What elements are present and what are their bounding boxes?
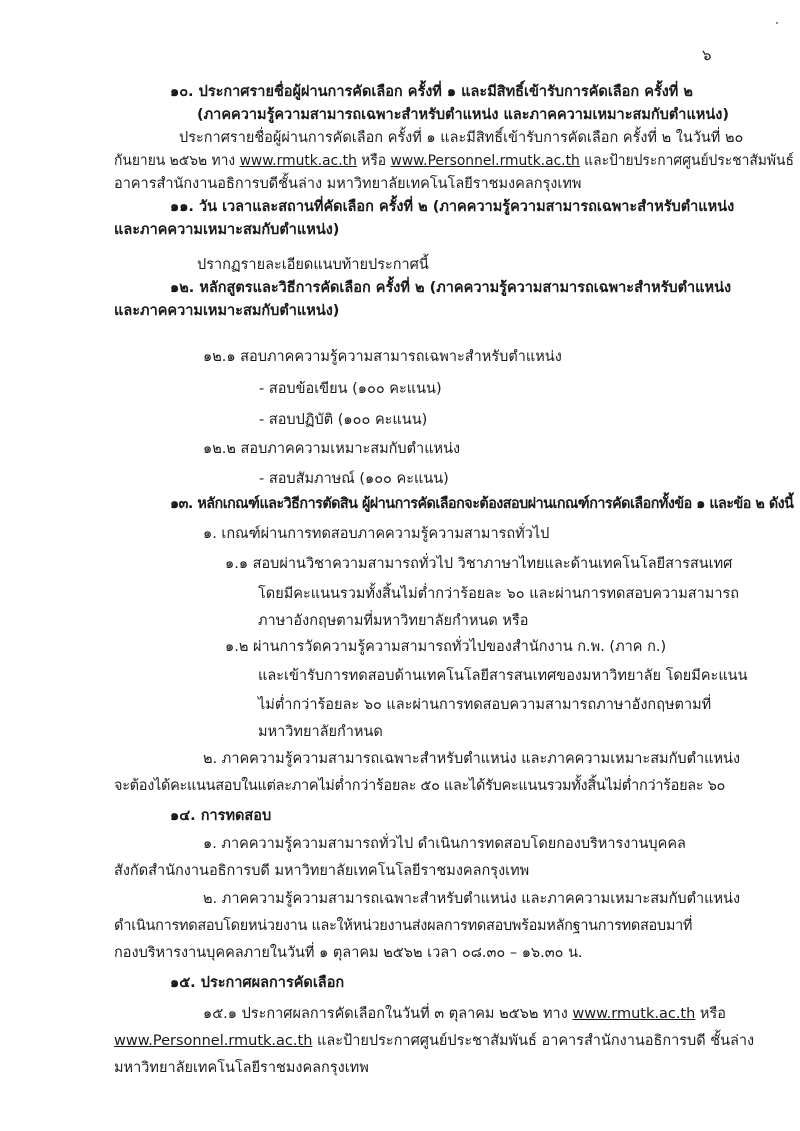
section-10-title: ๑๐. ประกาศรายชื่อผู้ผ่านการคัดเลือก ครั้งที่ ๑ และมีสิทธิ์เข้ารับการคัดเลือก ครั้งที่ ๒ — [170, 84, 693, 100]
item-12-2: ๑๒.๒ สอบภาคความเหมาะสมกับตำแหน่ง — [203, 441, 461, 457]
section-10-subtitle: (ภาคความรู้ความสามารถเฉพาะสำหรับตำแหน่ง และภาคความเหมาะสมกับตำแหน่ง) — [197, 107, 729, 123]
personnel-website-link[interactable]: www.Personnel.rmutk.ac.th — [390, 153, 580, 169]
personnel-website-link-2[interactable]: www.Personnel.rmutk.ac.th — [114, 1033, 313, 1049]
rmutk-website-link[interactable]: www.rmutk.ac.th — [239, 153, 357, 169]
test-1-line-2: สังกัดสำนักงานอธิการบดี มหาวิทยาลัยเทคโนโลยีราชมงคลกรุงเทพ — [114, 863, 530, 879]
result-line-2 — [114, 1033, 754, 1050]
item-12-1-written: - สอบข้อเขียน (๑๐๐ คะแนน) — [259, 381, 442, 397]
criteria-1-2-line-1: ๑.๒ ผ่านการวัดความรู้ความสามารถทั่วไปของสำนักงาน ก.พ. (ภาค ก.) — [225, 639, 667, 655]
test-2-line-2: ดำเนินการทดสอบโดยหน่วยงาน และให้หน่วยงานส่งผลการทดสอบพร้อมหลักฐานการทดสอบมาที่ — [114, 918, 693, 934]
result-date-text: ๑๕.๑ ประกาศผลการคัดเลือกในวันที่ ๓ ตุลาคม ๒๕๖๒ ทาง — [203, 1006, 573, 1022]
section-10-paragraph-2 — [114, 153, 794, 170]
section-13-title: ๑๓. หลักเกณฑ์และวิธีการตัดสิน ผู้ผ่านการคัดเลือกจะต้องสอบผ่านเกณฑ์การคัดเลือกทั้งข้อ ๑ และข้อ ๒ ดังนี้ — [170, 496, 794, 512]
section-11-title: ๑๑. วัน เวลาและสถานที่คัดเลือก ครั้งที่ ๒ (ภาคความรู้ความสามารถเฉพาะสำหรับตำแหน่ง — [170, 199, 735, 215]
test-2-line-1: ๒. ภาคความรู้ความสามารถเฉพาะสำหรับตำแหน่ง และภาคความเหมาะสมกับตำแหน่ง — [203, 891, 741, 907]
section-11-title-cont: และภาคความเหมาะสมกับตำแหน่ง) — [114, 222, 340, 238]
criteria-2-line-2: จะต้องได้คะแนนสอบในแต่ละภาคไม่ต่ำกว่าร้อยละ ๕๐ และได้รับคะแนนรวมทั้งสิ้นไม่ต่ำกว่าร้อยละ ๖๐ — [114, 778, 726, 794]
section-12-title-cont: และภาคความเหมาะสมกับตำแหน่ง) — [114, 303, 340, 319]
or-text-2: หรือ — [695, 1006, 726, 1022]
rmutk-website-link-2[interactable]: www.rmutk.ac.th — [572, 1006, 696, 1022]
criteria-1-1-line-3: ภาษาอังกฤษตามที่มหาวิทยาลัยกำหนด หรือ — [258, 613, 529, 629]
item-12-1: ๑๒.๑ สอบภาคความรู้ความสามารถเฉพาะสำหรับตำแหน่ง — [203, 349, 562, 365]
criteria-1: ๑. เกณฑ์ผ่านการทดสอบภาคความรู้ความสามารถทั่วไป — [203, 526, 550, 542]
section-11-paragraph: ปรากฏรายละเอียดแนบท้ายประกาศนี้ — [197, 257, 429, 273]
section-10-paragraph-3: อาคารสำนักงานอธิการบดีชั้นล่าง มหาวิทยาลัยเทคโนโลยีราชมงคลกรุงเทพ — [114, 176, 582, 192]
section-12-title: ๑๒. หลักสูตรและวิธีการคัดเลือก ครั้งที่ ๒ (ภาคความรู้ความสามารถเฉพาะสำหรับตำแหน่ง — [170, 280, 732, 296]
criteria-1-1-line-1: ๑.๑ สอบผ่านวิชาความสามารถทั่วไป วิชาภาษาไทยและด้านเทคโนโลยีสารสนเทศ — [225, 556, 733, 572]
criteria-1-2-line-4: มหาวิทยาลัยกำหนด — [258, 724, 383, 740]
notice-board-text-2: และป้ายประกาศศูนย์ประชาสัมพันธ์ อาคารสำนักงานอธิการบดี ชั้นล่าง — [312, 1033, 755, 1049]
section-14-title: ๑๔. การทดสอบ — [170, 808, 272, 824]
criteria-1-1-line-2: โดยมีคะแนนรวมทั้งสิ้นไม่ต่ำกว่าร้อยละ ๖๐ และผ่านการทดสอบความสามารถ — [258, 586, 740, 602]
section-10-date-text: กันยายน ๒๕๖๒ ทาง — [114, 153, 240, 169]
notice-board-text: และป้ายประกาศศูนย์ประชาสัมพันธ์ — [579, 153, 794, 169]
test-2-line-3: กองบริหารงานบุคคลภายในวันที่ ๑ ตุลาคม ๒๕๖๒ เวลา ๐๘.๓๐ – ๑๖.๓๐ น. — [114, 945, 583, 961]
test-1-line-1: ๑. ภาคความรู้ความสามารถทั่วไป ดำเนินการทดสอบโดยกองบริหารงานบุคคล — [203, 836, 686, 852]
or-text: หรือ — [356, 153, 391, 169]
criteria-1-2-line-3: ไม่ต่ำกว่าร้อยละ ๖๐ และผ่านการทดสอบความสามารถภาษาอังกฤษตามที่ — [258, 697, 712, 713]
criteria-1-2-line-2: และเข้ารับการทดสอบด้านเทคโนโลยีสารสนเทศของมหาวิทยาลัย โดยมีคะแนน — [258, 668, 748, 684]
item-12-1-practical: - สอบปฏิบัติ (๑๐๐ คะแนน) — [259, 412, 428, 428]
item-12-2-interview: - สอบสัมภาษณ์ (๑๐๐ คะแนน) — [259, 471, 449, 487]
section-10-paragraph-1: ประกาศรายชื่อผู้ผ่านการคัดเลือก ครั้งที่ ๑ และมีสิทธิ์เข้ารับการคัดเลือก ครั้งที่ ๒ ในวันที่ ๒๐ — [179, 130, 744, 146]
result-line-3: มหาวิทยาลัยเทคโนโลยีราชมงคลกรุงเทพ — [114, 1060, 369, 1076]
scan-speck — [776, 22, 778, 24]
result-line-1 — [203, 1006, 726, 1023]
section-15-title: ๑๕. ประกาศผลการคัดเลือก — [170, 975, 345, 991]
criteria-2-line-1: ๒. ภาคความรู้ความสามารถเฉพาะสำหรับตำแหน่ง และภาคความเหมาะสมกับตำแหน่ง — [203, 751, 741, 767]
page-number: ๖ — [702, 46, 712, 64]
